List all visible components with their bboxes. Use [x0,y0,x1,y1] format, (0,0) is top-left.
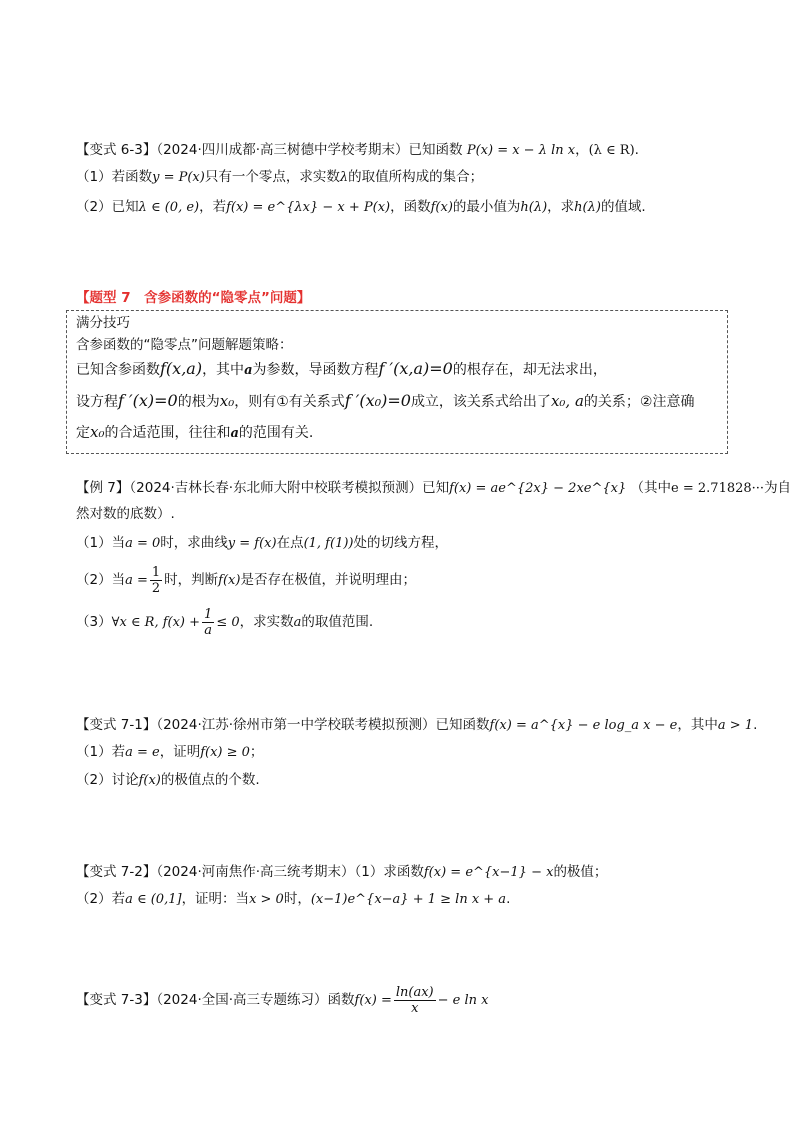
problem-tag: 【例 7】 [76,480,130,496]
function-definition: P(x) = x − λ ln x [466,143,576,158]
function-definition: f(x) = ae^{2x} − 2xe^{x} [449,481,627,496]
fraction: $\frac{1}{a}$ [204,606,213,638]
variant-7-2-q2: （2）若a ∈ (0,1]，证明：当x > 0时，(x−1)e^{x−a} + 1 ≥ ln x + a. [76,891,511,907]
function-definition: f(x) = a^{x} − e log_a x − e [489,718,678,733]
variant-6-3-q2: （2）已知λ ∈ (0, e)，若f(x) = e^{λx} − x + P(x)，函数f(x)的最小值为h(λ)，求h(λ)的值域. [76,199,646,215]
example-7-q1: （1）当a = 0时，求曲线y = f(x)在点(1, f(1))处的切线方程， [76,535,448,551]
variant-7-3-title: 【变式 7-3】（2024·全国·高三专题练习）函数f(x) = $\frac{\ln(ax)}{x}$ − e ln x [76,984,489,1016]
source-text: （2024·河南焦作·高三统考期末）（1）求函数 [156,864,424,880]
tips-line-3: 已知含参函数f(x,a)，其中a为参数，导函数方程f ′(x,a)=0的根存在，却无法求出， [76,359,607,378]
tips-line-5: 定x₀的合适范围，往往和a的范围有关. [76,423,314,441]
problem-tag: 【变式 7-1】 [76,717,157,733]
fraction: $\frac{1}{2}$ [151,564,161,596]
function-definition: f(x) = e^{x−1} − x [423,865,554,880]
fraction: $\frac{\ln(ax)}{x}$ [395,984,434,1016]
example-7-q3: （3）∀x ∈ R, f(x) + $\frac{1}{a}$ ≤ 0，求实数a的取值范围. [76,606,374,638]
example-7-line-2: 然对数的底数）. [76,506,175,522]
domain-condition: (λ ∈ R) [588,143,635,158]
example-7-q2: （2）当a = $\frac{1}{2}$ 时，判断f(x)是否存在极值，并说明理由； [76,564,416,596]
variant-6-3-q1: （1）若函数y = P(x)只有一个零点，求实数λ的取值所构成的集合； [76,169,484,185]
tips-subheading: 含参函数的“隐零点”问题解题策略： [76,337,293,353]
problem-tag: 【变式 7-2】 [76,864,157,880]
topic-7-heading: 【题型 7 含参函数的“隐零点”问题】 [76,290,311,306]
source-text: （2024·全国·高三专题练习）函数 [156,992,355,1008]
variant-7-1-q1: （1）若a = e，证明f(x) ≥ 0； [76,744,264,760]
source-text: （2024·吉林长春·东北师大附中校联考模拟预测）已知 [129,480,450,496]
problem-tag: 【变式 7-3】 [76,992,157,1008]
source-text: （2024·江苏·徐州市第一中学校联考模拟预测）已知函数 [156,717,490,733]
variant-7-1-q2: （2）讨论f(x)的极值点的个数. [76,772,260,788]
tips-heading: 满分技巧 [76,315,130,331]
tips-line-4: 设方程f ′(x)=0的根为x₀，则有①有关系式f ′(x₀)=0成立，该关系式给出了x₀, a的关系；②注意确 [76,391,695,410]
example-7-title: 【例 7】（2024·吉林长春·东北师大附中校联考模拟预测）已知f(x) = ae^{2x} − 2xe^{x} （其中e = 2.71828···为自 [76,480,792,496]
variant-7-2-title: 【变式 7-2】（2024·河南焦作·高三统考期末）（1）求函数f(x) = e^{x−1} − x的极值； [76,864,608,880]
problem-tag: 【变式 6-3】 [76,142,157,158]
variant-7-1-title: 【变式 7-1】（2024·江苏·徐州市第一中学校联考模拟预测）已知函数f(x) = a^{x} − e log_a x − e，其中a > 1. [76,717,758,733]
variant-6-3-title: 【变式 6-3】（2024·四川成都·高三树德中学校考期末）已知函数 P(x) = x − λ ln x，(λ ∈ R). [76,142,639,158]
source-text: （2024·四川成都·高三树德中学校考期末）已知函数 [156,142,463,158]
